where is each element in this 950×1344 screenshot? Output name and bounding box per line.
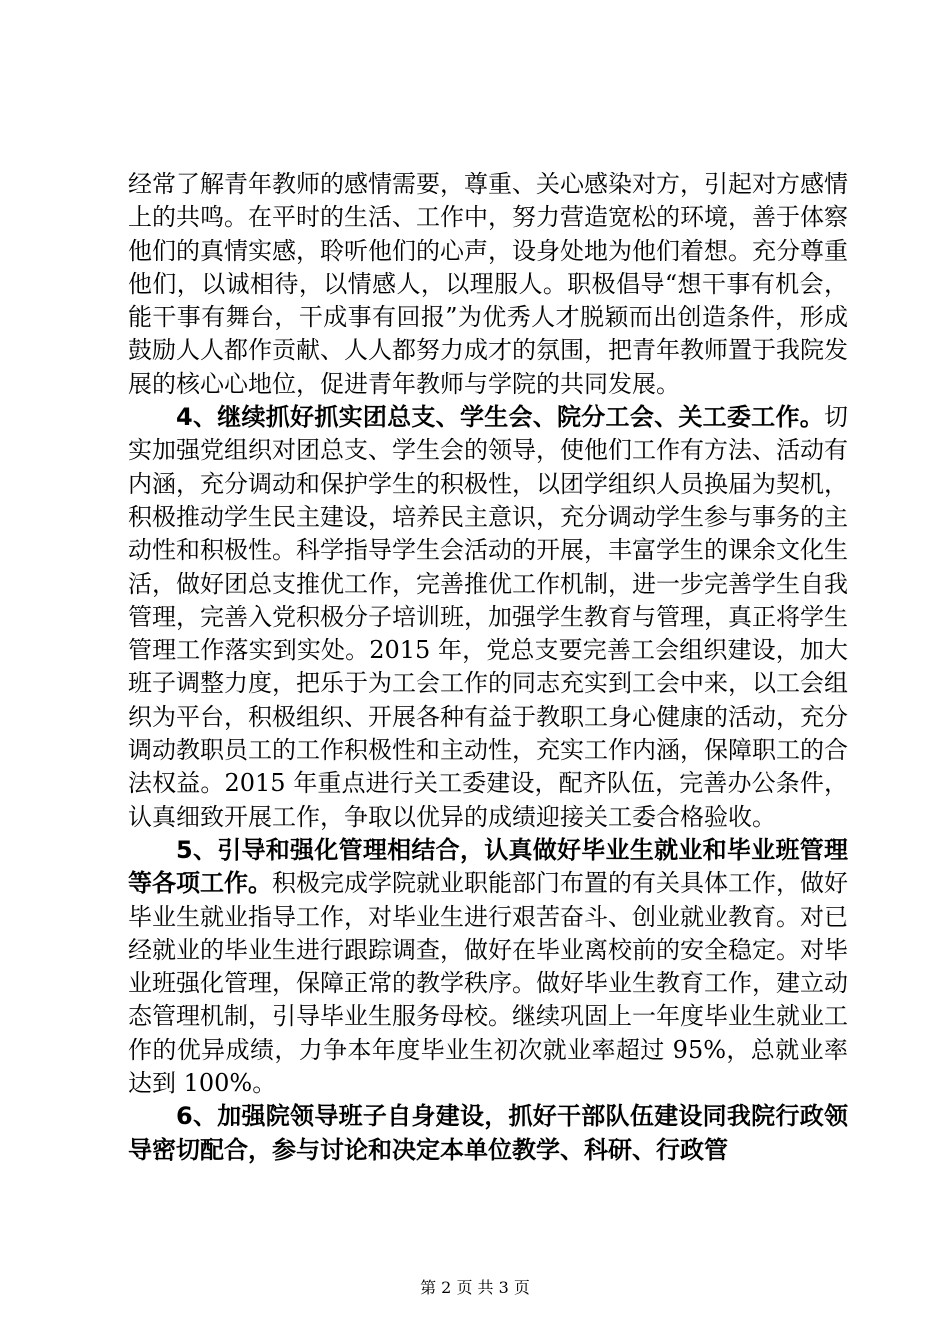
paragraph-text: 积极完成学院就业职能部门布置的有关具体工作，做好毕业生就业指导工作，对毕业生进行艰苦奋斗、创业就业教育。对已经就业的毕业生进行跟踪调查，做好在毕业离校前的安全稳定。对毕业班强化管理，保障正常的教学秩序。做好毕业生教育工作，建立动态管理机制，引导毕业生服务母校。继续巩固上一年度毕业生就业工作的优异成绩，力争本年度毕业生初次就业率超过 95%，总就业率达到 100%。	[128, 869, 848, 1098]
paragraph-3	[128, 834, 848, 1100]
paragraph-1	[128, 168, 848, 401]
page-footer: 第 2 页 共 3 页	[420, 1278, 530, 1297]
document-body	[128, 168, 848, 1167]
paragraph-heading: 6、加强院领导班子自身建设，抓好干部队伍建设同我院行政领导密切配合，参与讨论和决定本单位教学、科研、行政管	[128, 1102, 848, 1164]
paragraph-heading: 4、继续抓好抓实团总支、学生会、院分工会、关工委工作。	[176, 403, 824, 432]
paragraph-2	[128, 401, 848, 834]
paragraph-text: 经常了解青年教师的感情需要，尊重、关心感染对方，引起对方感情上的共鸣。在平时的生活、工作中，努力营造宽松的环境，善于体察他们的真情实感，聆听他们的心声，设身处地为他们着想。充分尊重他们，以诚相待，以情感人，以理服人。职极倡导“想干事有机会，能干事有舞台，干成事有回报”为优秀人才脱颖而出创造条件，形成鼓励人人都作贡献、人人都努力成才的氛围，把青年教师置于我院发展的核心心地位，促进青年教师与学院的共同发展。	[128, 170, 848, 398]
paragraph-text: 切实加强党组织对团总支、学生会的领导，使他们工作有方法、活动有内涵，充分调动和保护学生的积极性，以团学组织人员换届为契机，积极推动学生民主建设，培养民主意识，充分调动学生参与事务的主动性和积极性。科学指导学生会活动的开展，丰富学生的课余文化生活，做好团总支推优工作，完善推优工作机制，进一步完善学生自我管理，完善入党积极分子培训班，加强学生教育与管理，真正将学生管理工作落实到实处。2015 年，党总支要完善工会组织建设，加大班子调整力度，把乐于为工会工作的同志充实到工会中来，以工会组织为平台，积极组织、开展各种有益于教职工身心健康的活动，充分调动教职员工的工作积极性和主动性，充实工作内涵，保障职工的合法权益。2015 年重点进行关工委建设，配齐队伍，完善办公条件，认真细致开展工作，争取以优异的成绩迎接关工委合格验收。	[128, 403, 848, 831]
paragraph-4	[128, 1100, 848, 1167]
paragraph-heading: 5、引导和强化管理相结合，认真做好毕业生就业和毕业班管理等各项工作。	[128, 835, 848, 898]
